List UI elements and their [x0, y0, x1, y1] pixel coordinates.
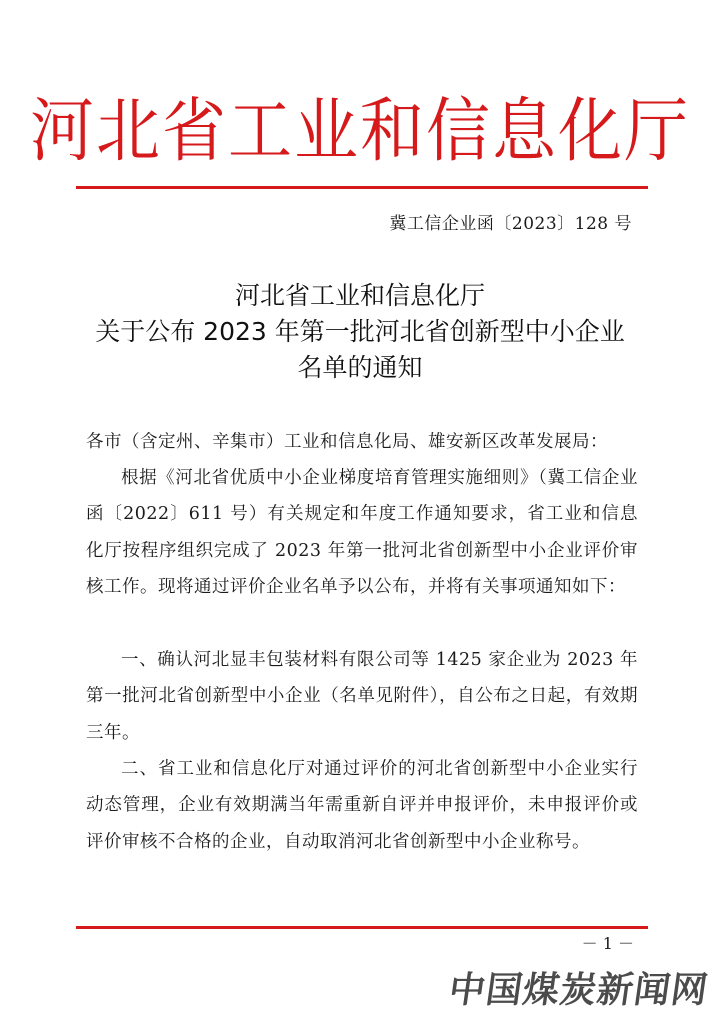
site-watermark: 中国煤炭新闻网 [446, 970, 711, 1011]
letterhead-title: 河北省工业和信息化厅 [30, 92, 690, 172]
paragraph-item-2: 二、省工业和信息化厅对通过评价的河北省创新型中小企业实行动态管理，企业有效期满当年需重新自评并申报评价，未申报评价或评价审核不合格的企业，自动取消河北省创新型中小企业称号。 [86, 759, 638, 852]
addressee: 各市（含定州、辛集市）工业和信息化局、雄安新区改革发展局： [86, 432, 608, 452]
notice-title-line-1: 河北省工业和信息化厅 [234, 281, 485, 310]
notice-title-line-3: 名单的通知 [297, 353, 423, 382]
red-divider-top [76, 186, 648, 189]
page-number: － 1 － [581, 934, 634, 953]
paragraph-intro: 根据《河北省优质中小企业梯度培育管理实施细则》（冀工信企业函〔2022〕611 号）有关规定和年度工作通知要求，省工业和信息化厅按程序组织完成了 2023 年第一批河北省创新型中小企业评价审核工作。现将通过评价企业名单予以公布，并将有关事项通知如下： [86, 468, 638, 597]
red-divider-bottom [76, 926, 648, 929]
document-number: 冀工信企业函〔2023〕128 号 [389, 214, 632, 234]
paragraph-item-1: 一、确认河北显丰包装材料有限公司等 1425 家企业为 2023 年第一批河北省创新型中小企业（名单见附件），自公布之日起，有效期三年。 [86, 650, 638, 743]
notice-title-line-2: 关于公布 2023 年第一批河北省创新型中小企业 [95, 317, 625, 346]
